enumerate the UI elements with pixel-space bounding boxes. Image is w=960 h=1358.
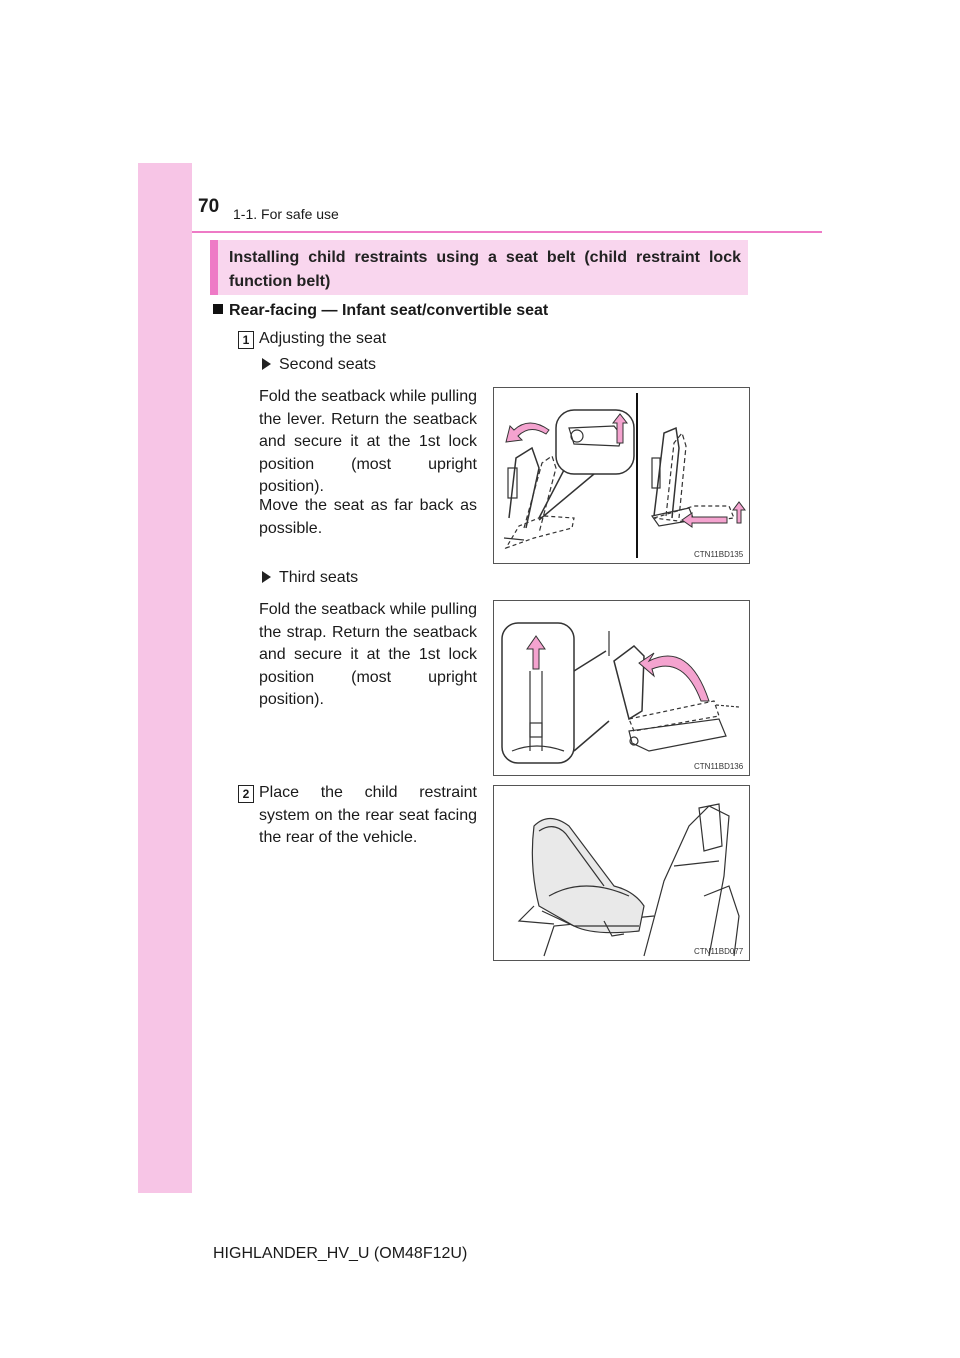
triangle-bullet-icon xyxy=(262,571,271,583)
list-item xyxy=(262,567,358,590)
subheading-dash: — xyxy=(321,302,338,319)
figure-code: CTN11BD135 xyxy=(694,550,744,559)
instruction-paragraph: Fold the seatback while pulling the strap. Return the seatback and secure it at the 1st lock position (most upright position). xyxy=(259,601,477,708)
figure-code: CTN11BD077 xyxy=(694,947,744,956)
list-item xyxy=(262,354,376,377)
second-seat-illustration xyxy=(494,388,749,563)
triangle-bullet-icon xyxy=(262,358,271,370)
list-item-label: Third seats xyxy=(279,569,359,586)
footer-model: HIGHLANDER_HV_U (OM48F12U) xyxy=(213,1245,468,1262)
figure-second-seats xyxy=(493,387,750,564)
child-restraint-illustration xyxy=(494,786,749,960)
figure-child-restraint xyxy=(493,785,750,961)
page-number: 70 xyxy=(198,196,220,217)
banner-accent-bar xyxy=(210,240,218,295)
banner-title: Installing child restraints using a seat belt (child restraint lock function belt) xyxy=(229,249,741,290)
list-item-label: Second seats xyxy=(279,356,376,373)
instruction-paragraph: Fold the seatback while pulling the lever. Return the seatback and secure it at the 1st lock position (most upright position). xyxy=(259,388,477,495)
subheading-main: Rear-facing xyxy=(229,302,318,319)
instruction-paragraph: Move the seat as far back as possible. xyxy=(259,497,477,537)
third-seat-illustration xyxy=(494,601,749,775)
header-rule xyxy=(192,231,822,233)
figure-code: CTN11BD136 xyxy=(694,762,744,771)
chapter-side-tab xyxy=(138,163,192,1193)
step-title: Adjusting the seat xyxy=(259,330,387,347)
instruction-paragraph: Place the child restraint system on the rear seat facing the rear of the vehicle. xyxy=(259,784,477,846)
subheading-rest: Infant seat/convertible seat xyxy=(341,302,549,319)
figure-third-seats xyxy=(493,600,750,776)
subheading xyxy=(213,302,548,320)
step-number-badge: 1 xyxy=(238,331,254,349)
step-number-badge: 2 xyxy=(238,785,254,803)
square-bullet-icon xyxy=(213,304,223,314)
section-title: 1-1. For safe use xyxy=(233,206,339,222)
